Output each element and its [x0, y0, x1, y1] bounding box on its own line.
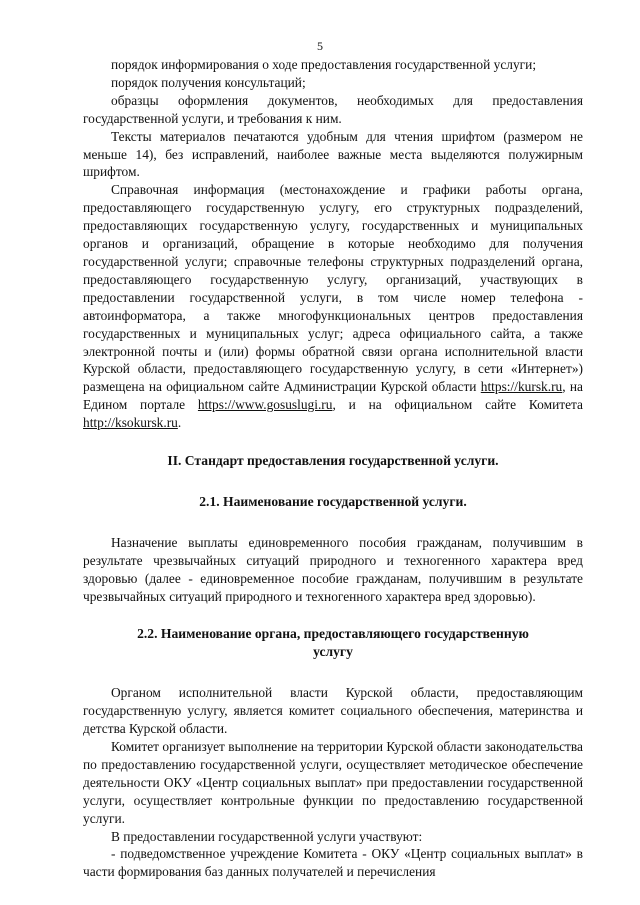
- section-2-heading: II. Стандарт предоставления государственной услуги.: [167, 453, 499, 469]
- link-ksokursk[interactable]: http://ksokursk.ru: [83, 415, 178, 431]
- paragraph-service-name: Назначение выплаты единовременного пособия гражданам, получившим в результате чрезвычайных ситуаций природного и техногенного характера вред здоровью (далее - единовременное пособие гражданам, получившим в результате чрезвычайных ситуаций природного и техногенного характера вред здоровью).: [83, 534, 583, 604]
- reference-info-end: .: [177, 415, 182, 431]
- paragraph-font-requirements: Тексты материалов печатаются удобным для чтения шрифтом (размером не меньше 14), без исправлений, наиболее важные места выделяются полужирным шрифтом.: [83, 128, 583, 180]
- reference-info-text: Справочная информация (местонахождение и графики работы органа, предоставляющего государственную услугу, его структурных подразделений, предоставляющих государственную услугу, государственных и муниципальных органов и организаций, обращение в которые необходимо для получения государственной услуги; справочные телефоны структурных подразделений органа, предоставляющего государственную услугу, организаций, участвующих в предоставлении государственной услуги, в том числе номер телефона - автоинформатора, а также многофункциональных центров предоставления государственных и муниципальных услуг; адреса официального сайта, а также электронной почты и (или) формы обратной связи органа исполнительной власти Курской области, предоставляющего государственную услугу, в сети «Интернет») размещена на официальном сайте Администрации Курской области: [83, 182, 583, 395]
- page-number: 5: [317, 39, 323, 53]
- subsection-2-1-heading: 2.1. Наименование государственной услуги.: [199, 493, 467, 509]
- reference-info-text-2: , на Едином портале: [83, 379, 583, 413]
- link-gosuslugi[interactable]: https://www.gosuslugi.ru: [197, 397, 333, 413]
- paragraph-executive-body: Органом исполнительной власти Курской области, предоставляющим государственную услугу, является комитет социального обеспечения, материнства и детства Курской области.: [83, 685, 583, 737]
- reference-info-text-3: , и на официальном сайте Комитета: [332, 397, 583, 413]
- link-kursk[interactable]: https://kursk.ru: [480, 379, 563, 395]
- paragraph-consultation-order: порядок получения консультаций;: [111, 74, 306, 90]
- paragraph-reference-info: [83, 181, 583, 432]
- paragraph-document-samples: образцы оформления документов, необходимых для предоставления государственной услуги, и требования к ним.: [83, 92, 583, 126]
- document-body: [83, 56, 583, 881]
- paragraph-subordinate-institution: - подведомственное учреждение Комитета - ОКУ «Центр социальных выплат» в части формирования баз данных получателей и перечисления: [83, 846, 583, 880]
- subsection-2-2-heading: [83, 625, 583, 661]
- paragraph-info-order: порядок информирования о ходе предоставления государственной услуги;: [111, 57, 537, 72]
- subsection-2-2-heading-line2: услугу: [313, 644, 353, 660]
- paragraph-committee-duties: Комитет организует выполнение на территории Курской области законодательства по предоставлению государственной услуги, осуществляет методическое обеспечение деятельности ОКУ «Центр социальных выплат» при предоставлении государственной услуги, осуществляет контрольные функции по предоставлению государственной услуги.: [83, 739, 583, 826]
- subsection-2-2-heading-line1: 2.2. Наименование органа, предоставляющего государственную: [137, 626, 529, 642]
- paragraph-participants: В предоставлении государственной услуги участвуют:: [111, 828, 423, 844]
